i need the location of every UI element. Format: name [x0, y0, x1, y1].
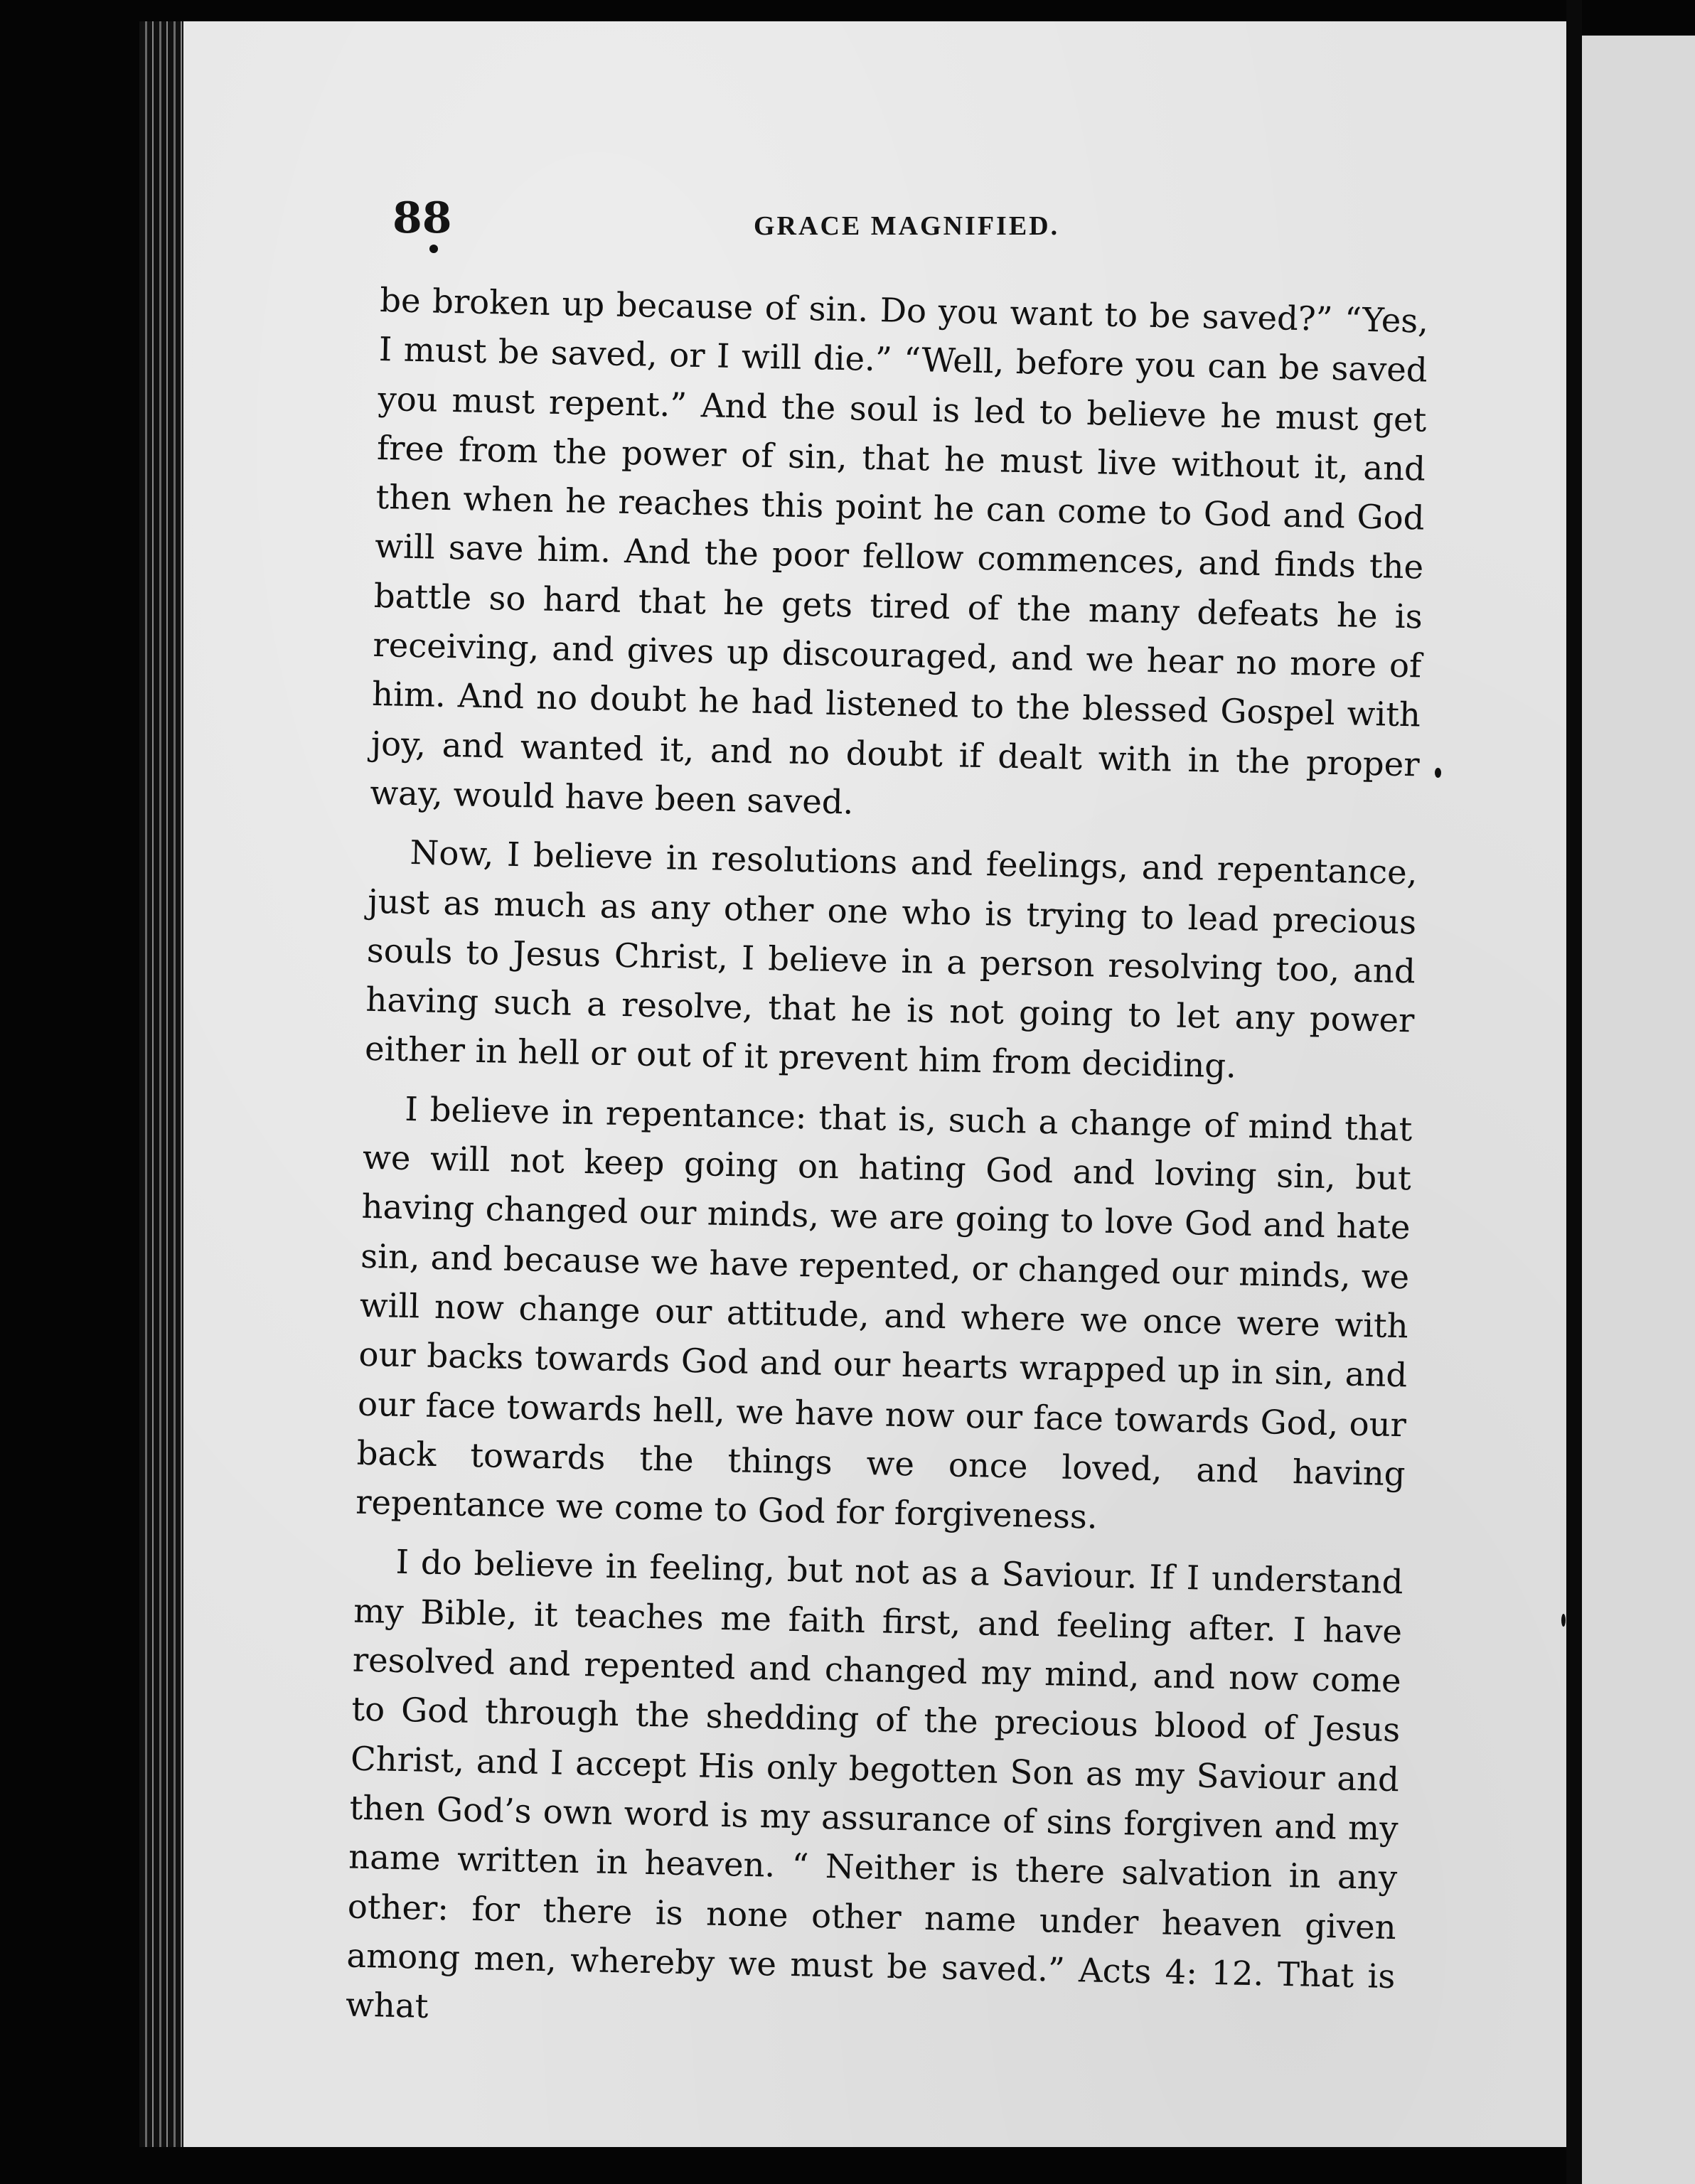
paragraph-3: I believe in repentance: that is, such a change of mind that we will not keep going on hating God and loving sin, but having changed our minds, we are going to love God and hate sin, and because we have repented, or changed our minds, we will now change our attitude, and where we once were with our backs towards God and our hearts wrapped up in sin, and our face towards hell, we have now our face towards God, our back towards the things we once loved, and having repentance we come to God for forgiveness.	[355, 1089, 1413, 1536]
running-head: GRACE MAGNIFIED.	[754, 211, 1060, 241]
paragraph-2: Now, I believe in resolutions and feelings, and repentance, just as much as any other one who is trying to lead precious souls to Jesus Christ, I believe in a person resolving too, and having such a resolve, that he is not going to let any power either in hell or out of it prevent him from deciding.	[364, 833, 1418, 1086]
facing-page-edge	[1582, 36, 1695, 2184]
paragraph-4: I do believe in feeling, but not as a Saviour. If I understand my Bible, it teaches me faith first, and feeling after. I have resolved and repented and changed my mind, and now come to God through the shedding of the precious blood of Jesus Christ, and I accept His only begotten Son as my Saviour and then God’s own word is my assurance of sins forgiven and my name written in heaven. “ Neither is there salvation in any other: for there is none other name under heaven given among men, whereby we must be saved.” Acts 4: 12. That is what	[345, 1543, 1403, 2025]
body-text	[345, 276, 1428, 2050]
book-page-edges	[139, 21, 185, 2147]
paragraph-1: be broken up because of sin. Do you want to be saved?” “Yes, I must be saved, or I will die.” “Well, before you can be saved you must repent.” And the soul is led to believe he must get free from the power of sin, that he must live without it, and then when he reaches this point he can come to God and God will save him. And the poor fellow commences, and finds the battle so hard that he gets tired of the many defeats he is receiving, and gives up discouraged, and we hear no more of him. And no doubt he had listened to the blessed Gospel with joy, and wanted it, and no doubt if dealt with in the proper way, would have been saved.	[369, 280, 1429, 822]
page-number: 88	[392, 193, 452, 243]
gutter-shadow	[1566, 0, 1582, 2184]
